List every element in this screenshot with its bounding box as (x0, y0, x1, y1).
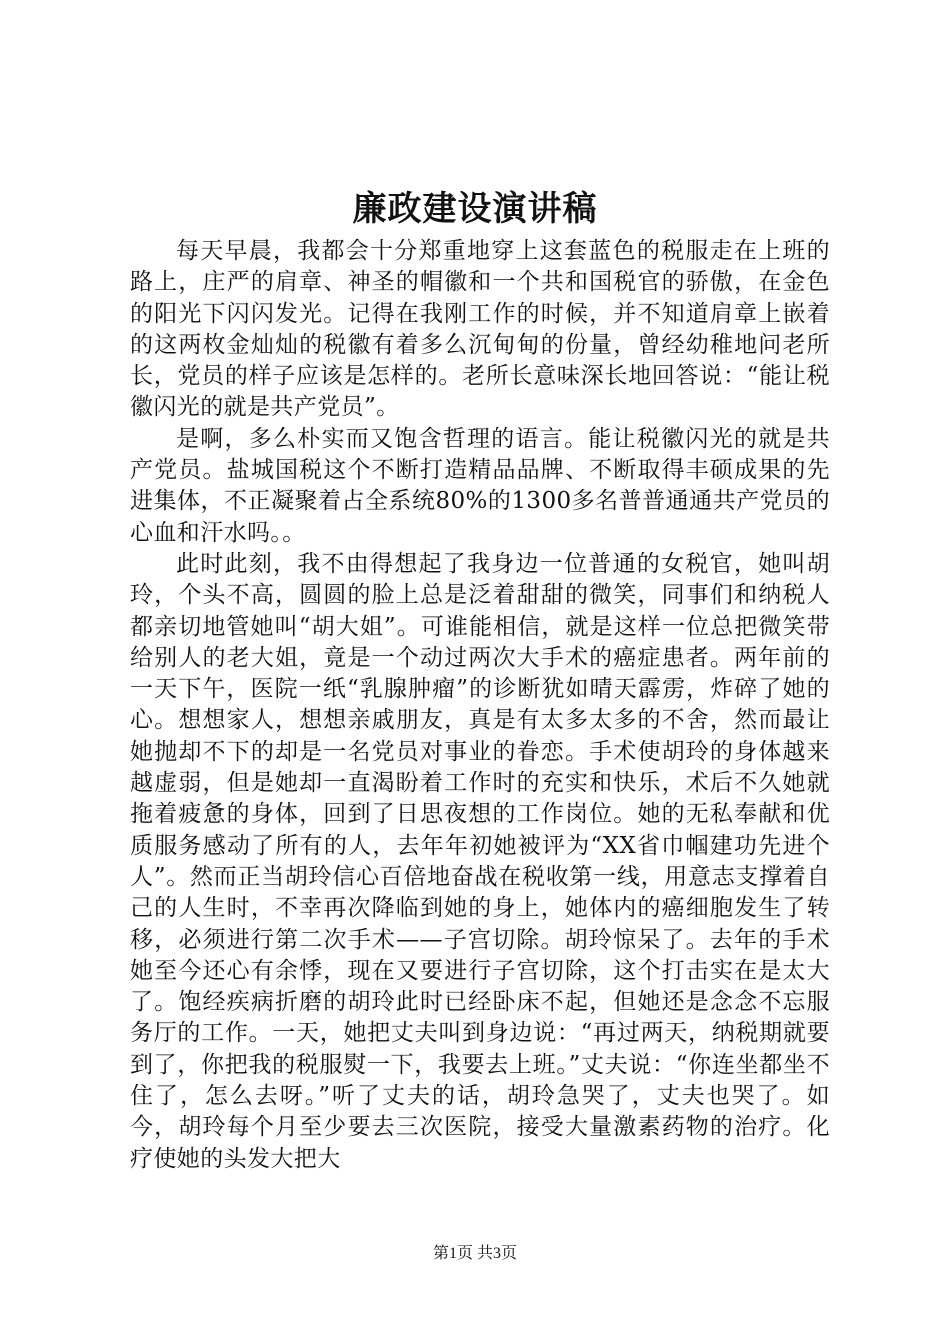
paragraph-3: 此时此刻，我不由得想起了我身边一位普通的女税官，她叫胡玲，个头不高，圆圆的脸上总是泛着甜甜的微笑，同事们和纳税人都亲切地管她叫“胡大姐”。可谁能相信，就是这样一位总把微笑带给别人的老大姐，竟是一个动过两次大手术的癌症患者。两年前的一天下午，医院一纸“乳腺肿瘤”的诊断犹如晴天霹雳，炸碎了她的心。想想家人，想想亲戚朋友，真是有太多太多的不舍，然而最让她抛却不下的却是一名党员对事业的眷恋。手术使胡玲的身体越来越虚弱，但是她却一直渴盼着工作时的充实和快乐，术后不久她就拖着疲惫的身体，回到了日思夜想的工作岗位。她的无私奉献和优质服务感动了所有的人，去年年初她被评为“XX省巾帼建功先进个人”。然而正当胡玲信心百倍地奋战在税收第一线，用意志支撑着自己的人生时，不幸再次降临到她的身上，她体内的癌细胞发生了转移，必须进行第二次手术——子宫切除。胡玲惊呆了。去年的手术她至今还心有余悸，现在又要进行子宫切除，这个打击实在是太大了。饱经疾病折磨的胡玲此时已经卧床不起，但她还是念念不忘服务厅的工作。一天，她把丈夫叫到身边说：“再过两天，纳税期就要到了，你把我的税服熨一下，我要去上班。”丈夫说：“你连坐都坐不住了，怎么去呀。”听了丈夫的话，胡玲急哭了，丈夫也哭了。如今，胡玲每个月至少要去三次医院，接受大量激素药物的治疗。化疗使她的头发大把大 (130, 550, 830, 1172)
paragraph-2: 是啊，多么朴实而又饱含哲理的语言。能让税徽闪光的就是共产党员。盐城国税这个不断打造精品品牌、不断取得丰硕成果的先进集体，不正凝聚着占全系统80%的1300多名普普通通共产党员的心血和汗水吗。。 (130, 425, 830, 546)
page-footer: 第1页 共3页 (432, 1245, 517, 1262)
document-title: 廉政建设演讲稿 (352, 189, 598, 229)
paragraph-1: 每天早晨，我都会十分郑重地穿上这套蓝色的税服走在上班的路上，庄严的肩章、神圣的帽徽和一个共和国税官的骄傲，在金色的阳光下闪闪发光。记得在我刚工作的时候，并不知道肩章上嵌着的这两枚金灿灿的税徽有着多么沉甸甸的份量，曾经幼稚地问老所长，党员的样子应该是怎样的。老所长意味深长地回答说：“能让税徽闪光的就是共产党员”。 (130, 238, 830, 421)
document-body (130, 236, 830, 1175)
